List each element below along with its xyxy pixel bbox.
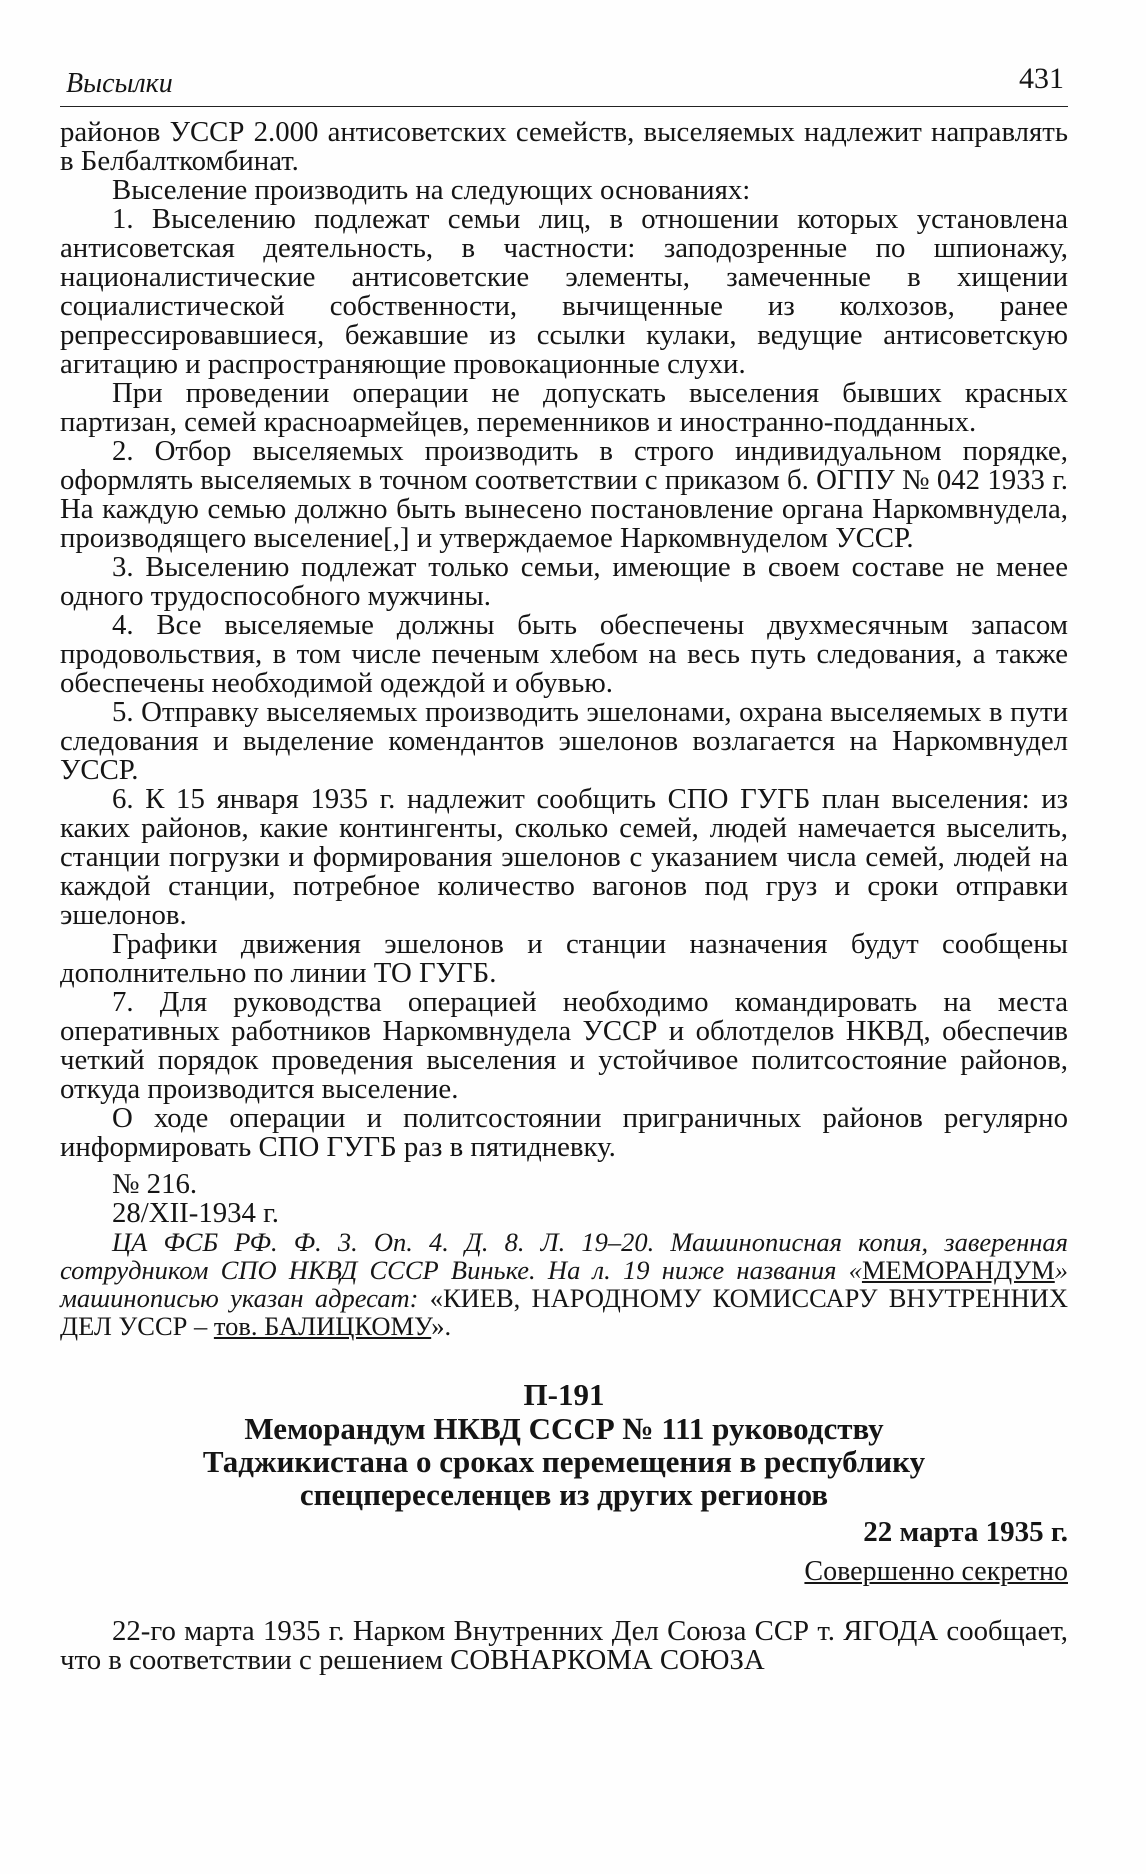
document-number: № 216. [112, 1168, 198, 1200]
paragraph-item-3: 3. Выселению подлежат только семьи, имеющие в своем составе не менее одного трудоспособного мужчины. [60, 551, 1068, 612]
paragraph-item-4: 4. Все выселяемые должны быть обеспечены двухмесячным запасом продовольствия, в том числе печеным хлебом на весь путь следования, а также обеспечены необходимой одеждой и обувью. [60, 609, 1068, 699]
next-document-title-line-1: Меморандум НКВД СССР № 111 руководству [244, 1411, 884, 1446]
source-citation: ЦА ФСБ РФ. Ф. 3. Оп. 4. Д. 8. Л. 19–20. Машинописная копия, заверенная сотрудником СПО НКВД СССР Виньке. На л. 19 ниже названия « [60, 1227, 1068, 1285]
classification-label: Совершенно секретно [804, 1556, 1068, 1587]
paragraph-item-1: 1. Выселению подлежат семьи лиц, в отношении которых установлена антисоветская деятельность, в частности: заподозренные по шпионажу, националистические антисоветские элементы, замеченные в хищении социалистической собственности, вычищенные из колхозов, ранее репрессировавшиеся, бежавшие из ссылки кулаки, ведущие антисоветскую агитацию и распространяющие провокационные слухи. [60, 203, 1068, 380]
source-memorandum-word: МЕМОРАНДУМ [861, 1255, 1055, 1285]
paragraph-reporting: О ходе операции и политсостоянии приграничных районов регулярно информировать СПО ГУГБ раз в пятидневку. [60, 1102, 1068, 1163]
next-document-number: П-191 [523, 1377, 605, 1412]
page-number: 431 [1019, 62, 1064, 95]
paragraph-item-2: 2. Отбор выселяемых производить в строго индивидуальном порядке, оформлять выселяемых в точном соответствии с приказом б. ОГПУ № 042 1933 г. На каждую семью должно быть вынесено постановление органа Наркомвнудела, производящего выселение[,] и утверждаемое Наркомвнуделом УССР. [60, 435, 1068, 554]
running-head [60, 62, 1068, 107]
next-document-date: 22 марта 1935 г. [863, 1516, 1068, 1548]
document-date: 28/XII-1934 г. [112, 1197, 279, 1229]
document-body [60, 118, 1068, 1675]
classification-stamp [60, 1555, 1068, 1589]
signoff-block [60, 1170, 1068, 1228]
paragraph-grounds-intro: Выселение производить на следующих основаниях: [112, 174, 751, 206]
source-addressee: «КИЕВ, НАРОДНОМУ КОМИССАРУ ВНУТРЕННИХ ДЕЛ УССР – [60, 1283, 1068, 1341]
paragraph-continuation: районов УССР 2.000 антисоветских семейств, выселяемых надлежит направлять в Белбалткомбинат. [60, 116, 1068, 177]
source-addressee-name: тов. БАЛИЦКОМУ [213, 1311, 432, 1341]
next-document-title-line-3: спецпереселенцев из других регионов [299, 1477, 829, 1512]
next-document-title-line-2: Таджикистана о сроках перемещения в республику [202, 1444, 926, 1479]
next-document-opening: 22-го марта 1935 г. Нарком Внутренних Дел Союза ССР т. ЯГОДА сообщает, что в соответствии с решением СОВНАРКОМА СОЮЗА [60, 1615, 1068, 1676]
source-closing-quote: ». [431, 1311, 452, 1341]
paragraph-item-5: 5. Отправку выселяемых производить эшелонами, охрана выселяемых в пути следования и выделение комендантов эшелонов возлагается на Наркомвнудел УССР. [60, 696, 1068, 786]
running-head-title: Высылки [66, 68, 173, 99]
archival-source-note [60, 1228, 1068, 1340]
paragraph-item-7: 7. Для руководства операцией необходимо командировать на места оперативных работников Наркомвнудела УССР и облотделов НКВД, обеспечив четкий порядок проведения выселения и устойчивое политсостояние районов, откуда производится выселение. [60, 986, 1068, 1105]
paragraph-schedules: Графики движения эшелонов и станции назначения будут сообщены дополнительно по линии ТО ГУГБ. [60, 928, 1068, 989]
paragraph-exclusions: При проведении операции не допускать выселения бывших красных партизан, семей красноармейцев, переменников и иностранно-подданных. [60, 377, 1068, 438]
paragraph-item-6: 6. К 15 января 1935 г. надлежит сообщить СПО ГУГБ план выселения: из каких районов, какие контингенты, сколько семей, людей намечается выселить, станции погрузки и формирования эшелонов с указанием числа семей, людей на каждой станции, потребное количество вагонов под груз и сроки отправки эшелонов. [60, 783, 1068, 931]
source-addressee-intro: » машинописью указан адресат: [60, 1255, 1068, 1313]
